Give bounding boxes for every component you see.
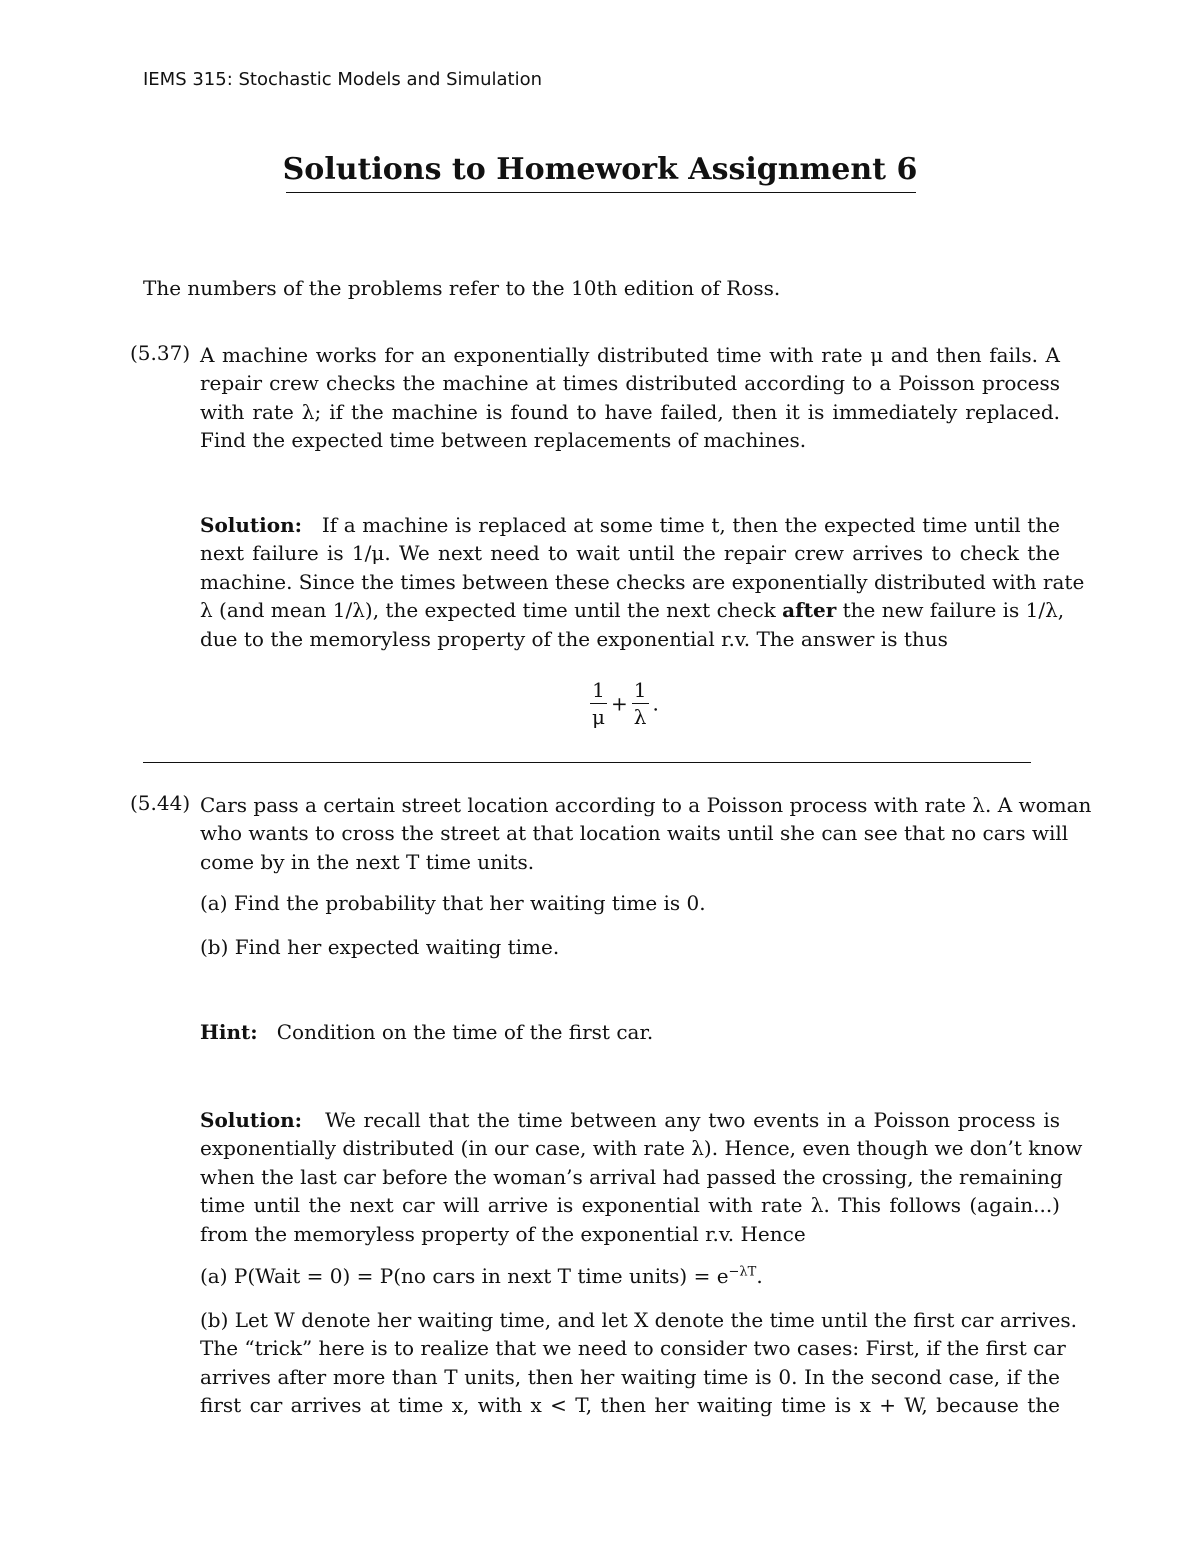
answer-formula-537 (586, 677, 659, 730)
problem-statement-537 (200, 341, 1060, 455)
problem-number-537: (5.37) (130, 341, 191, 365)
fraction-1-over-mu (590, 677, 607, 730)
solution-line: from the memoryless property of the exponential r.v. Hence (200, 1221, 806, 1246)
answer-line: first car arrives at time x, with x < T, then her waiting time is x + W, because the (200, 1393, 1060, 1418)
solution-line: exponentially distributed (in our case, with rate λ). Hence, even though we don’t know (200, 1136, 1083, 1161)
solution-text: We recall that the time between any two events in a Poisson process is (325, 1108, 1060, 1132)
solution-text: the new failure is 1/λ, (842, 598, 1065, 623)
answer-a (200, 1264, 763, 1288)
title-underline (286, 192, 916, 193)
answer-a-period: . (756, 1264, 763, 1288)
emphasis-after: after (782, 598, 837, 623)
answer-line: The “trick” here is to realize that we need to consider two cases: First, if the first car (200, 1336, 1066, 1361)
part-a: (a) Find the probability that her waiting time is 0. (200, 891, 706, 915)
answer-a-text: (a) P(Wait = 0) = P(no cars in next T time units) = e (200, 1264, 729, 1288)
statement-line: Find the expected time between replacements of machines. (200, 428, 807, 453)
statement-line: A machine works for an exponentially distributed time with rate μ and then fails. A (200, 343, 1060, 367)
solution-text: λ (and mean 1/λ), the expected time until the next check (200, 598, 776, 623)
solution-label: Solution: (200, 513, 303, 537)
solution-544 (200, 1106, 1083, 1248)
statement-line: Cars pass a certain street location according to a Poisson process with rate λ. A woman (200, 793, 1092, 817)
answer-line: (b) Let W denote her waiting time, and let X denote the time until the first car arrives. (200, 1308, 1078, 1332)
solution-537 (200, 511, 1085, 653)
solution-label: Solution: (200, 1108, 303, 1132)
intro-text: The numbers of the problems refer to the 10th edition of Ross. (143, 276, 781, 300)
solution-line: machine. Since the times between these checks are exponentially distributed with rate (200, 569, 1085, 594)
fraction-1-over-lambda (632, 677, 649, 730)
solution-line: due to the memoryless property of the exponential r.v. The answer is thus (200, 626, 948, 651)
formula-period: . (652, 691, 659, 716)
solution-line: time until the next car will arrive is exponential with rate λ. This follows (again...) (200, 1193, 1060, 1218)
solution-line (200, 596, 1065, 624)
denominator: λ (632, 703, 649, 730)
answer-line: arrives after more than T units, then her waiting time is 0. In the second case, if the (200, 1364, 1060, 1389)
answer-b (200, 1306, 1078, 1420)
numerator: 1 (633, 678, 647, 702)
solution-line (200, 511, 1060, 539)
numerator: 1 (592, 678, 605, 702)
course-header: IEMS 315: Stochastic Models and Simulation (143, 69, 542, 90)
solution-line: next failure is 1/μ. We next need to wait until the repair crew arrives to check the (200, 541, 1060, 566)
denominator: μ (592, 705, 605, 729)
section-divider (143, 762, 1031, 763)
part-b: (b) Find her expected waiting time. (200, 935, 560, 959)
statement-line: repair crew checks the machine at times distributed according to a Poisson process (200, 371, 1060, 396)
hint (200, 1020, 653, 1044)
statement-line: come by in the next T time units. (200, 849, 535, 874)
statement-line: with rate λ; if the machine is found to have failed, then it is immediately replaced. (200, 399, 1060, 424)
problem-number-544: (5.44) (130, 791, 191, 815)
page-title: Solutions to Homework Assignment 6 (282, 152, 918, 187)
problem-statement-544 (200, 791, 1092, 876)
answer-a-exponent: −λT (728, 1264, 757, 1280)
solution-text: If a machine is replaced at some time t, then the expected time until the (321, 513, 1060, 537)
hint-text: Condition on the time of the first car. (276, 1020, 654, 1044)
solution-line (200, 1106, 1060, 1134)
hint-label: Hint: (200, 1020, 258, 1044)
solution-line: when the last car before the woman’s arrival had passed the crossing, the remaining (200, 1164, 1063, 1189)
plus-sign: + (611, 691, 628, 716)
statement-line: who wants to cross the street at that location waits until she can see that no cars will (200, 821, 1069, 846)
